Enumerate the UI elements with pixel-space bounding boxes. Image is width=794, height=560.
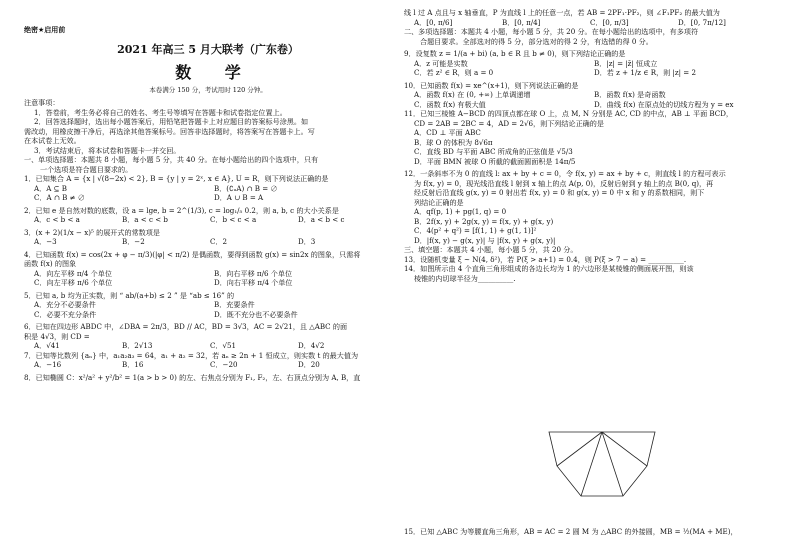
question-stem: 列结论正确的是	[414, 197, 464, 207]
option: B．a < c < b	[122, 215, 168, 225]
option: A．√41	[34, 341, 60, 351]
option: C．[0, π/3]	[590, 17, 629, 27]
option-row	[24, 360, 392, 370]
question-stem: 15．已知 △ABC 为等腰直角三角形，AB = AC = 2 圆 M 为 △ABC 的外接圆，MB = ½(MA + ME)，	[404, 527, 738, 536]
option: D．|f(x, y) − g(x, y)| 与 |f(x, y) + g(x, y)|	[414, 235, 556, 245]
notes-heading: 注意事项：	[24, 98, 60, 108]
option: D．向右平移 π/4 个单位	[214, 278, 293, 288]
fold-line	[557, 432, 602, 466]
option: C．向左平移 π/6 个单位	[34, 278, 113, 288]
option: D．曲线 f(x) 在原点处的切线方程为 y = ex	[594, 99, 734, 109]
option-row	[404, 59, 772, 69]
note-line: 在本试卷上无效。	[24, 136, 81, 146]
option: B．函数 f(x) 是奇函数	[594, 90, 666, 99]
question-stem: 11．已知三棱锥 A−BCD 的四顶点都在球 O 上，点 M, N 分别是 AC, CD 的中点，AB ⊥ 平面 BCD，	[404, 109, 733, 118]
section-heading: 一、单项选择题：本题共 8 小题，每小题 5 分，共 40 分。在每小题给出的四个选项中，只有	[24, 155, 319, 165]
option: A．向左平移 π/4 个单位	[34, 268, 112, 278]
question-stem: 13．设随机变量 ξ ~ N(4, δ²)，若 P(ξ > a+1) = 0.4，则 P(ξ > 7 − a) = __________.	[404, 254, 687, 264]
option: B．|z| = |z̄| 恒成立	[594, 58, 658, 68]
fold-line	[581, 432, 602, 496]
option: A．qf(p, 1) + pg(1, q) = 0	[414, 207, 507, 216]
option-row	[24, 215, 392, 225]
option: A．充分不必要条件	[34, 300, 96, 310]
option-row	[24, 278, 392, 288]
note-line: 需改动，用橡皮擦干净后，再选涂其他答案标号。回答非选择题时，将答案写在答题卡上。写	[24, 126, 315, 136]
question-stem: 为 f(x, y) = 0，现光线沿直线 l 射到 x 轴上的点 A(p, 0)，反射后射到 y 轴上的点 B(0, q)，再	[414, 178, 714, 188]
question-stem: 经反射后沿直线 g(x, y) = 0 射出若 f(x, y) = 0 和 g(x, y) = 0 中 x 和 y 的系数相同，则下	[414, 188, 705, 197]
question-stem: 棱锥的内切球半径为__________.	[414, 273, 516, 283]
note-line: 1．答卷前，考生务必将自己的姓名、考生号等填写在答题卡和试卷指定位置上。	[34, 107, 287, 117]
option-row	[24, 300, 392, 310]
option: D．平面 BMN 被球 O 所截的截面圆面积是 14π/5	[414, 156, 576, 166]
note-line: 2．回答选择题时，选出每小题答案后，用铅笔把答题卡上对应题目的答案标号涂黑。如	[34, 117, 309, 127]
option-row	[24, 310, 392, 320]
option: A．[0, π/6]	[414, 17, 453, 27]
option: B．16	[122, 360, 144, 370]
option: B．[0, π/4]	[502, 17, 541, 27]
option-row	[24, 269, 392, 279]
section-heading: 合题目要求。全部选对的得 5 分，部分选对的得 2 分，有选错的得 0 分。	[420, 36, 653, 46]
option-row	[404, 68, 772, 78]
option: D．20	[298, 360, 320, 370]
section-heading: 一个选项是符合题目要求的。	[40, 164, 133, 174]
right-column	[404, 8, 772, 283]
left-column	[24, 8, 392, 382]
question-stem: 2．已知 e 是自然对数的底数，设 a = lge, b = 2^(1/3), c = log₁/₅ 0.2，则 a, b, c 的大小关系是	[24, 205, 339, 215]
hexagon-outline	[549, 432, 655, 496]
option: C．若 z² ∈ R，则 a = 0	[414, 68, 494, 77]
option: A．−3	[34, 237, 57, 247]
option: C．2	[210, 237, 228, 247]
option: C．4(p² + q²) = [f(1, 1) + g(1, 1)]²	[414, 226, 537, 235]
question-stem: 14．如图所示由 4 个直角三角形组成的各边长均为 1 的六边形是某棱锥的侧面展开图，则该	[404, 264, 694, 273]
question-stem: 12．一条斜率不为 0 的直线 l: ax + by + c = 0，令 f(x, y) = ax + by + c，则直线 l 的方程可表示	[404, 169, 726, 178]
option-row	[24, 193, 392, 203]
score-note: 本卷满分 150 分，考试用时 120 分钟。	[149, 85, 267, 94]
option: C．−20	[210, 360, 238, 370]
option: B．球 O 的体积为 8√6π	[414, 137, 493, 147]
option: C．函数 f(x) 有极大值	[414, 99, 486, 109]
option-row	[404, 90, 772, 100]
option: D．A ∪ B = A	[214, 193, 264, 203]
option: D．[0, 7π/12]	[678, 17, 726, 27]
subject-title: 数 学	[175, 63, 255, 83]
question-stem: 1．已知集合 A = {x | √(8−2x) < 2}, B = {y | y = 2ˣ, x ∈ A}, U = R，则下列说法正确的是	[24, 174, 329, 184]
question-stem: 10．已知函数 f(x) = xe^(x+1)，则下列说法正确的是	[404, 80, 579, 90]
option-row	[24, 341, 392, 351]
question-stem: 函数 f(x) 的图象	[24, 259, 77, 269]
option: D．3	[298, 237, 316, 247]
option: A．CD ⊥ 平面 ABC	[414, 128, 481, 137]
option: C．A ∩ B ≠ ∅	[34, 193, 85, 203]
question-stem: 8．已知椭圆 C：x²/a² + y²/b² = 1(a > b > 0) 的左、右焦点分别为 F₁, F₂，左、右顶点分别为 A, B，直	[24, 372, 361, 382]
option-row	[24, 237, 392, 247]
question-stem: 积是 4√3，则 CD =	[24, 331, 90, 341]
question-stem: 9．设复数 z = 1/(a + bi) (a, b ∈ R 且 b ≠ 0)，则下列结论正确的是	[404, 49, 626, 58]
option: B．2f(x, y) + 2g(x, y) = f(x, y) + g(x, y)	[414, 216, 554, 226]
option: C．√51	[210, 341, 237, 351]
option: B．(∁ᵤA) ∩ B = ∅	[214, 183, 278, 193]
section-heading: 二、多项选择题：本题共 4 小题，每小题 5 分，共 20 分。在每小题给出的选项中，有多项符	[404, 27, 699, 36]
confidential-label: 绝密★启用前	[24, 26, 66, 34]
pyramid-net-figure	[543, 426, 661, 500]
option: A．A ⊆ B	[34, 183, 68, 193]
option: B．−2	[122, 237, 145, 247]
option: A．c < b < a	[34, 215, 80, 225]
question-stem: 5．已知 a, b 均为正实数，则 “ ab/(a+b) ≤ 2 ” 是 “ab ≤ 16” 的	[24, 290, 235, 300]
option-row	[24, 184, 392, 194]
question-stem: CD = 2AB = 2BC = 4，AD = 2√6，则下列结论正确的是	[414, 118, 604, 128]
option: D．既不充分也不必要条件	[214, 309, 298, 319]
question-continuation: 线 l 过 A 点且与 x 轴垂直，P 为直线 l 上的任意一点，若 AB = 2PF₁·PF₂，则 ∠F₁PF₂ 的最大值为	[404, 8, 720, 17]
option-row	[404, 18, 772, 28]
option: B．2√13	[122, 341, 153, 351]
question-stem: 4．已知函数 f(x) = cos(2x + φ − π/3)(|φ| < π/2) 是偶函数，要得到函数 g(x) = sin2x 的图象，只需将	[24, 249, 361, 259]
option: A．z 可能是实数	[414, 58, 468, 68]
question-stem: 3．(x + 2)(1/x − x)⁵ 的展开式的常数项是	[24, 227, 160, 237]
option-row	[404, 100, 772, 110]
fold-line	[602, 432, 647, 466]
exam-title: 2021 年高三 5 月大联考（广东卷）	[117, 43, 299, 57]
section-heading: 三、填空题：本题共 4 小题，每小题 5 分，共 20 分。	[404, 245, 578, 254]
option: C．b < c < a	[210, 215, 257, 225]
option: D．a < b < c	[298, 215, 345, 225]
option: A．−16	[34, 360, 62, 370]
option: A．函数 f(x) 在 (0, +∞) 上单调递增	[414, 90, 531, 99]
option: C．必要不充分条件	[34, 309, 97, 319]
note-line: 3．考试结束后，将本试卷和答题卡一并交回。	[34, 145, 181, 155]
question-stem: 7．已知等比数列 {aₙ} 中，a₁a₂a₃ = 64，a₁ + a₂ = 32，若 aₙ ≥ 2n + 1 恒成立，则实数 t 的最大值为	[24, 350, 359, 360]
fold-line	[602, 432, 623, 496]
option: D．4√2	[298, 341, 325, 351]
option: C．直线 BD 与平面 ABC 所成角的正弦值是 √5/3	[414, 147, 573, 156]
option: B．充要条件	[214, 300, 255, 310]
option: D．若 z + 1/z ∈ R，则 |z| = 2	[594, 68, 696, 77]
question-stem: 6．已知在四边形 ABDC 中，∠DBA = 2π/3，BD // AC，BD = 3√3，AC = 2√21，且 △ABC 的面	[24, 322, 348, 332]
option: B．向右平移 π/6 个单位	[214, 268, 293, 278]
